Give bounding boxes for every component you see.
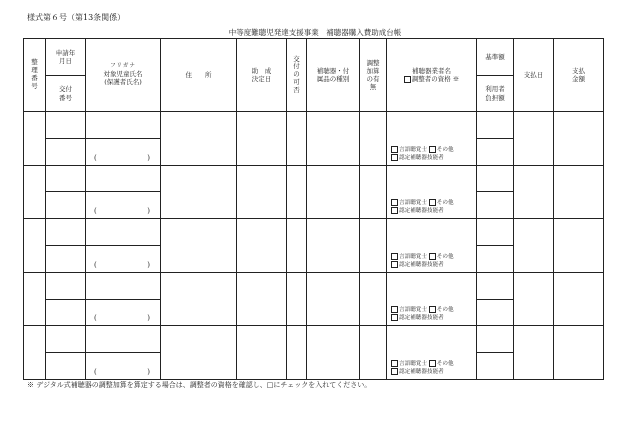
cell-device-type[interactable] [307,112,360,166]
cell-kofu-bangou[interactable] [46,353,86,380]
cell-payment-amount[interactable] [554,272,604,326]
header-row-1 [24,39,604,76]
checkbox-icon[interactable] [391,368,398,375]
cell-name[interactable]: ( ) [86,353,161,380]
cell-address[interactable] [161,112,237,166]
cell-user-burden[interactable] [477,245,514,272]
cell-adjust-add[interactable] [360,272,387,326]
entry-row-top [24,272,604,299]
cell-seiri-bangou[interactable] [24,165,46,219]
cell-base-amount[interactable] [477,272,514,299]
checkbox-icon[interactable] [429,199,436,206]
cell-shinsei-date[interactable] [46,219,86,246]
ledger-body [24,112,604,380]
header-device-type: 補聴器・付 属品の種別 [307,39,360,112]
checkbox-icon[interactable] [429,306,436,313]
cell-decision-date[interactable] [237,112,287,166]
cell-vendor[interactable]: 言語聴覚士 その他 認定補聴器技能者 [387,219,477,273]
cell-furigana[interactable] [86,326,161,353]
entry-row-top [24,165,604,192]
header-shinsei-date: 申請年月日 [46,39,86,76]
cell-payment-date[interactable] [514,219,554,273]
checkbox-icon[interactable] [391,154,398,161]
cell-decision-date[interactable] [237,219,287,273]
header-address: 住 所 [161,39,237,112]
header-furigana: フリガナ [110,63,136,70]
cell-kofu-bangou[interactable] [46,299,86,326]
header-kofu-bangou: 交付番号 [46,76,86,112]
checkbox-icon[interactable] [391,199,398,206]
cell-kofu-bangou[interactable] [46,192,86,219]
cell-seiri-bangou[interactable] [24,112,46,166]
checkbox-icon[interactable] [391,360,398,367]
cell-user-burden[interactable] [477,353,514,380]
cell-device-type[interactable] [307,219,360,273]
checkbox-icon[interactable] [429,146,436,153]
checkbox-icon[interactable] [391,261,398,268]
cell-vendor[interactable]: 言語聴覚士 その他 認定補聴器技能者 [387,272,477,326]
checkbox-icon[interactable] [429,360,436,367]
checkbox-icon[interactable] [391,207,398,214]
cell-seiri-bangou[interactable] [24,326,46,380]
header-kofu-kahi: 交付の可否 [287,39,307,112]
cell-address[interactable] [161,326,237,380]
cell-furigana[interactable] [86,272,161,299]
cell-kofu-kahi[interactable] [287,165,307,219]
checkbox-icon[interactable] [391,306,398,313]
cell-shinsei-date[interactable] [46,272,86,299]
cell-kofu-kahi[interactable] [287,326,307,380]
entry-row-top [24,219,604,246]
header-payment-amount: 支払 金額 [554,39,604,112]
header-base-amount: 基準額 [477,39,514,76]
cell-payment-date[interactable] [514,326,554,380]
cell-furigana[interactable] [86,112,161,139]
cell-adjust-add[interactable] [360,112,387,166]
cell-kofu-bangou[interactable] [46,138,86,165]
ledger-title: 中等度難聴児発達支援事業 補聴器購入費助成台帳 [228,28,402,37]
cell-kofu-kahi[interactable] [287,272,307,326]
cell-payment-date[interactable] [514,272,554,326]
cell-seiri-bangou[interactable] [24,219,46,273]
cell-device-type[interactable] [307,272,360,326]
cell-payment-amount[interactable] [554,219,604,273]
cell-device-type[interactable] [307,326,360,380]
entry-row-top [24,112,604,139]
cell-furigana[interactable] [86,165,161,192]
cell-payment-amount[interactable] [554,165,604,219]
cell-seiri-bangou[interactable] [24,272,46,326]
cell-adjust-add[interactable] [360,165,387,219]
cell-base-amount[interactable] [477,219,514,246]
cell-shinsei-date[interactable] [46,165,86,192]
form-number: 様式第６号（第13条関係） [27,13,126,22]
ledger-table [23,38,604,380]
cell-vendor[interactable]: 言語聴覚士 その他 認定補聴器技能者 [387,112,477,166]
cell-base-amount[interactable] [477,112,514,139]
header-adjust-add: 調整加算の有無 [360,39,387,112]
cell-kofu-bangou[interactable] [46,245,86,272]
checkbox-icon[interactable] [391,146,398,153]
cell-payment-amount[interactable] [554,326,604,380]
checkbox-icon[interactable] [429,253,436,260]
cell-user-burden[interactable] [477,138,514,165]
cell-adjust-add[interactable] [360,326,387,380]
cell-shinsei-date[interactable] [46,326,86,353]
cell-vendor[interactable]: 言語聴覚士 その他 認定補聴器技能者 [387,326,477,380]
cell-payment-date[interactable] [514,165,554,219]
checkbox-icon [404,76,411,83]
cell-furigana[interactable] [86,219,161,246]
cell-vendor[interactable]: 言語聴覚士 その他 認定補聴器技能者 [387,165,477,219]
entry-row-top [24,326,604,353]
cell-base-amount[interactable] [477,165,514,192]
cell-address[interactable] [161,165,237,219]
cell-adjust-add[interactable] [360,219,387,273]
cell-address[interactable] [161,272,237,326]
cell-decision-date[interactable] [237,272,287,326]
cell-payment-date[interactable] [514,112,554,166]
cell-user-burden[interactable] [477,192,514,219]
header-user-burden: 利用者 負担額 [477,76,514,112]
cell-base-amount[interactable] [477,326,514,353]
header-name: フリガナ 対象児童氏名 (保護者氏名) [86,39,161,112]
cell-shinsei-date[interactable] [46,112,86,139]
cell-device-type[interactable] [307,165,360,219]
cell-kofu-kahi[interactable] [287,112,307,166]
cell-kofu-kahi[interactable] [287,219,307,273]
cell-user-burden[interactable] [477,299,514,326]
footnote: ※ デジタル式補聴器の調整加算を算定する場合は、調整者の資格を確認し、□にチェックを入れてください。 [27,381,372,389]
cell-name[interactable]: ( ) [86,192,161,219]
cell-name[interactable]: ( ) [86,245,161,272]
header-seiri-bangou: 整理番号 [24,39,46,112]
header-vendor: 補聴器業者名 調整者の資格 ※ [387,39,477,112]
cell-name[interactable]: ( ) [86,299,161,326]
cell-decision-date[interactable] [237,326,287,380]
checkbox-icon[interactable] [391,253,398,260]
cell-decision-date[interactable] [237,165,287,219]
cell-payment-amount[interactable] [554,112,604,166]
cell-name[interactable]: ( ) [86,138,161,165]
header-payment-date: 支払日 [514,39,554,112]
cell-address[interactable] [161,219,237,273]
header-decision-date: 助 成 決定日 [237,39,287,112]
checkbox-icon[interactable] [391,314,398,321]
